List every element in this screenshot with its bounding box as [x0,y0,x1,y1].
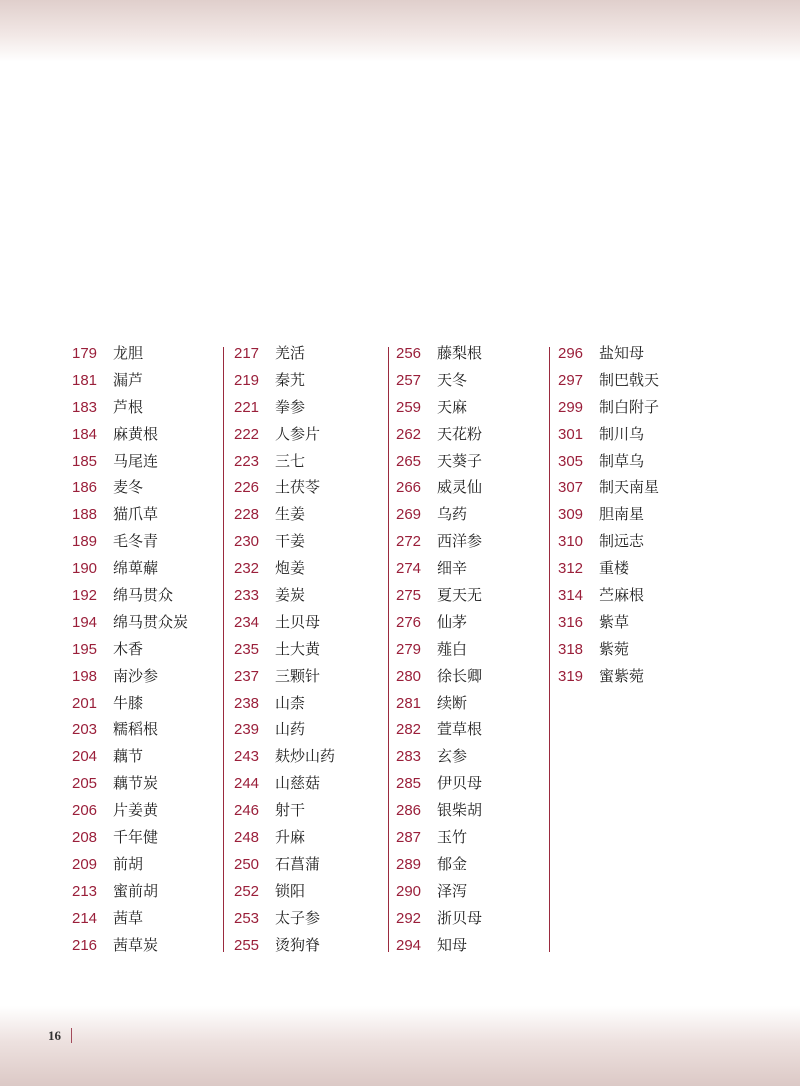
entry-page-number: 179 [72,345,98,362]
entry-page-number: 208 [72,829,98,847]
entry-herb-name: 芦根 [113,397,144,416]
entry-herb-name: 毛冬青 [113,532,159,551]
entry-page-number: 257 [396,371,422,389]
entry-page-number: 292 [396,909,422,927]
index-entry [396,690,550,717]
index-entry [234,824,388,851]
index-entry [396,743,550,770]
entry-herb-name: 藕节炭 [113,774,159,793]
index-entry [234,878,388,905]
entry-herb-name: 制天南星 [599,478,660,497]
index-entry [396,448,550,475]
entry-page-number: 255 [234,936,260,954]
index-entry [234,555,388,582]
entry-page-number: 195 [72,640,98,658]
index-entry [72,743,224,770]
entry-herb-name: 漏芦 [113,370,144,389]
entry-page-number: 299 [558,398,584,416]
index-entry [396,421,550,448]
entry-page-number: 276 [396,613,422,631]
entry-page-number: 301 [558,425,584,443]
entry-herb-name: 茜草 [113,908,144,927]
entry-page-number: 280 [396,667,422,685]
entry-page-number: 310 [558,533,584,551]
entry-herb-name: 薤白 [437,639,468,658]
index-entry [396,555,550,582]
entry-herb-name: 绵萆薢 [113,559,159,578]
entry-page-number: 230 [234,533,260,551]
index-entry [558,555,718,582]
index-entry [396,474,550,501]
index-entry [72,878,224,905]
entry-page-number: 297 [558,371,584,389]
entry-page-number: 290 [396,882,422,900]
index-entry [558,340,718,367]
entry-page-number: 262 [396,425,422,443]
entry-page-number: 239 [234,721,260,739]
entry-herb-name: 姜炭 [275,586,306,605]
entry-page-number: 250 [234,855,260,873]
entry-page-number: 252 [234,882,260,900]
entry-herb-name: 土大黄 [275,639,321,658]
index-entry [396,582,550,609]
entry-herb-name: 蜜前胡 [113,881,159,900]
index-entry [72,555,224,582]
index-entry [72,663,224,690]
top-decorative-band [0,0,800,62]
index-entry [72,474,224,501]
index-entry [234,528,388,555]
entry-herb-name: 郁金 [437,854,468,873]
entry-page-number: 275 [396,587,422,605]
entry-herb-name: 麻黄根 [113,424,159,443]
entry-herb-name: 拳参 [275,397,306,416]
entry-page-number: 234 [234,613,260,631]
entry-herb-name: 夏天无 [437,586,483,605]
index-entry [558,474,718,501]
entry-page-number: 316 [558,613,584,631]
entry-herb-name: 秦艽 [275,370,306,389]
entry-herb-name: 天花粉 [437,424,483,443]
entry-page-number: 282 [396,721,422,739]
index-entry [558,609,718,636]
index-entry [396,932,550,959]
entry-herb-name: 胆南星 [599,505,645,524]
entry-herb-name: 乌药 [437,505,468,524]
entry-herb-name: 萱草根 [437,720,483,739]
entry-page-number: 233 [234,587,260,605]
index-entry [396,663,550,690]
entry-herb-name: 三颗针 [275,666,321,685]
entry-herb-name: 紫菀 [599,639,630,658]
index-entry [234,851,388,878]
entry-page-number: 214 [72,909,98,927]
entry-page-number: 279 [396,640,422,658]
entry-page-number: 253 [234,909,260,927]
entry-page-number: 228 [234,506,260,524]
index-entry [72,582,224,609]
entry-page-number: 238 [234,694,260,712]
entry-herb-name: 苎麻根 [599,586,645,605]
entry-page-number: 314 [558,587,584,605]
entry-herb-name: 前胡 [113,854,144,873]
column-divider [223,347,224,952]
entry-herb-name: 制远志 [599,532,645,551]
index-table [0,340,800,960]
entry-page-number: 244 [234,775,260,793]
entry-page-number: 216 [72,936,98,954]
entry-herb-name: 三七 [275,451,306,470]
entry-page-number: 222 [234,425,260,443]
entry-page-number: 213 [72,882,98,900]
entry-page-number: 285 [396,775,422,793]
entry-page-number: 209 [72,855,98,873]
index-entry [558,528,718,555]
index-entry [558,367,718,394]
index-entry [396,636,550,663]
index-entry [234,474,388,501]
index-entry [234,743,388,770]
index-entry [234,448,388,475]
index-entry [72,367,224,394]
index-entry [396,501,550,528]
entry-page-number: 248 [234,829,260,847]
index-entry [558,394,718,421]
entry-page-number: 272 [396,533,422,551]
entry-herb-name: 马尾连 [113,451,159,470]
entry-page-number: 189 [72,533,98,551]
index-entry [72,716,224,743]
entry-page-number: 217 [234,345,260,362]
entry-herb-name: 西洋参 [437,532,483,551]
index-column-2 [234,340,388,952]
entry-herb-name: 天冬 [437,370,468,389]
index-entry [396,716,550,743]
entry-page-number: 289 [396,855,422,873]
entry-herb-name: 土贝母 [275,612,321,631]
entry-herb-name: 山药 [275,720,306,739]
index-entry [234,636,388,663]
index-entry [72,528,224,555]
entry-herb-name: 重楼 [599,559,630,578]
entry-herb-name: 藤梨根 [437,344,483,362]
entry-page-number: 246 [234,802,260,820]
entry-herb-name: 茜草炭 [113,935,159,954]
index-entry [72,421,224,448]
index-entry [72,824,224,851]
index-entry [72,636,224,663]
entry-page-number: 294 [396,936,422,954]
entry-herb-name: 麦冬 [113,478,144,497]
column-divider [549,347,550,952]
entry-page-number: 318 [558,640,584,658]
entry-page-number: 237 [234,667,260,685]
index-entry [234,340,388,367]
entry-page-number: 201 [72,694,98,712]
entry-page-number: 219 [234,371,260,389]
footer-divider [71,1028,72,1043]
entry-page-number: 203 [72,721,98,739]
entry-herb-name: 麸炒山药 [275,747,336,766]
index-entry [72,340,224,367]
entry-herb-name: 木香 [113,639,144,658]
entry-page-number: 235 [234,640,260,658]
entry-herb-name: 射干 [275,801,306,820]
entry-page-number: 269 [396,506,422,524]
index-entry [234,501,388,528]
entry-page-number: 190 [72,560,98,578]
entry-herb-name: 生姜 [275,505,306,524]
entry-page-number: 232 [234,560,260,578]
index-entry [558,663,718,690]
index-entry [396,797,550,824]
index-column-1 [72,340,224,952]
index-entry [72,851,224,878]
entry-herb-name: 片姜黄 [113,801,159,820]
index-entry [396,905,550,932]
entry-herb-name: 山柰 [275,693,306,712]
entry-herb-name: 干姜 [275,532,306,551]
entry-herb-name: 山慈菇 [275,774,321,793]
index-entry [396,878,550,905]
index-column-3 [396,340,550,952]
entry-page-number: 184 [72,425,98,443]
entry-herb-name: 千年健 [113,828,159,847]
index-entry [558,448,718,475]
entry-herb-name: 糯稻根 [113,720,159,739]
entry-herb-name: 南沙参 [113,666,159,685]
entry-herb-name: 天葵子 [437,451,483,470]
entry-page-number: 181 [72,371,98,389]
index-entry [396,528,550,555]
entry-herb-name: 制巴戟天 [599,370,660,389]
index-entry [72,905,224,932]
entry-herb-name: 烫狗脊 [275,935,321,954]
entry-page-number: 287 [396,829,422,847]
entry-herb-name: 紫草 [599,612,630,631]
entry-herb-name: 牛膝 [113,693,144,712]
entry-page-number: 183 [72,398,98,416]
index-entry [234,932,388,959]
index-entry [234,609,388,636]
entry-page-number: 274 [396,560,422,578]
entry-herb-name: 太子参 [275,908,321,927]
entry-herb-name: 天麻 [437,397,468,416]
entry-page-number: 283 [396,748,422,766]
entry-page-number: 186 [72,479,98,497]
entry-herb-name: 知母 [437,935,468,954]
entry-herb-name: 猫爪草 [113,505,159,524]
index-entry [234,394,388,421]
entry-page-number: 204 [72,748,98,766]
index-entry [72,932,224,959]
entry-page-number: 319 [558,667,584,685]
index-entry [396,609,550,636]
entry-page-number: 265 [396,452,422,470]
entry-herb-name: 伊贝母 [437,774,483,793]
index-entry [396,340,550,367]
index-entry [234,690,388,717]
entry-herb-name: 制白附子 [599,397,660,416]
entry-page-number: 296 [558,345,584,362]
entry-page-number: 192 [72,587,98,605]
entry-page-number: 312 [558,560,584,578]
entry-herb-name: 人参片 [275,424,321,443]
entry-herb-name: 绵马贯众 [113,586,174,605]
index-entry [396,851,550,878]
entry-herb-name: 浙贝母 [437,908,483,927]
entry-herb-name: 炮姜 [275,559,306,578]
entry-herb-name: 蜜紫菀 [599,666,645,685]
entry-page-number: 281 [396,694,422,712]
entry-herb-name: 锁阳 [275,881,306,900]
index-entry [72,609,224,636]
entry-page-number: 221 [234,398,260,416]
entry-herb-name: 续断 [437,693,468,712]
index-entry [396,824,550,851]
entry-page-number: 226 [234,479,260,497]
bottom-decorative-band [0,1006,800,1086]
entry-page-number: 205 [72,775,98,793]
index-entry [558,636,718,663]
entry-herb-name: 威灵仙 [437,478,483,497]
index-entry [396,367,550,394]
entry-page-number: 286 [396,802,422,820]
index-entry [234,770,388,797]
entry-herb-name: 玄参 [437,747,468,766]
index-entry [558,501,718,528]
index-entry [72,690,224,717]
index-entry [558,582,718,609]
column-divider [388,347,389,952]
index-column-4 [558,340,718,952]
entry-page-number: 206 [72,802,98,820]
index-entry [72,770,224,797]
entry-page-number: 309 [558,506,584,524]
entry-page-number: 223 [234,452,260,470]
entry-herb-name: 玉竹 [437,828,468,847]
index-entry [72,394,224,421]
entry-page-number: 305 [558,452,584,470]
index-entry [558,421,718,448]
index-entry [234,797,388,824]
entry-page-number: 266 [396,479,422,497]
entry-herb-name: 银柴胡 [437,801,483,820]
index-entry [234,582,388,609]
entry-herb-name: 徐长卿 [437,666,483,685]
entry-page-number: 243 [234,748,260,766]
index-entry [234,421,388,448]
entry-page-number: 259 [396,398,422,416]
entry-herb-name: 升麻 [275,828,306,847]
entry-herb-name: 绵马贯众炭 [113,612,189,631]
entry-herb-name: 龙胆 [113,344,144,362]
entry-herb-name: 仙茅 [437,612,468,631]
index-entry [72,797,224,824]
entry-herb-name: 细辛 [437,559,468,578]
entry-herb-name: 泽泻 [437,881,468,900]
entry-page-number: 307 [558,479,584,497]
entry-herb-name: 羌活 [275,344,306,362]
page-number: 16 [48,1028,61,1043]
index-entry [234,905,388,932]
index-entry [234,716,388,743]
entry-page-number: 185 [72,452,98,470]
index-entry [396,394,550,421]
index-entry [72,501,224,528]
entry-herb-name: 制草乌 [599,451,645,470]
entry-herb-name: 盐知母 [599,344,645,362]
entry-herb-name: 制川乌 [599,424,645,443]
index-entry [72,448,224,475]
entry-herb-name: 藕节 [113,747,144,766]
entry-page-number: 198 [72,667,98,685]
entry-page-number: 256 [396,345,422,362]
entry-page-number: 188 [72,506,98,524]
index-entry [396,770,550,797]
index-entry [234,663,388,690]
entry-page-number: 194 [72,613,98,631]
entry-herb-name: 石菖蒲 [275,854,321,873]
entry-herb-name: 土茯苓 [275,478,321,497]
index-entry [234,367,388,394]
